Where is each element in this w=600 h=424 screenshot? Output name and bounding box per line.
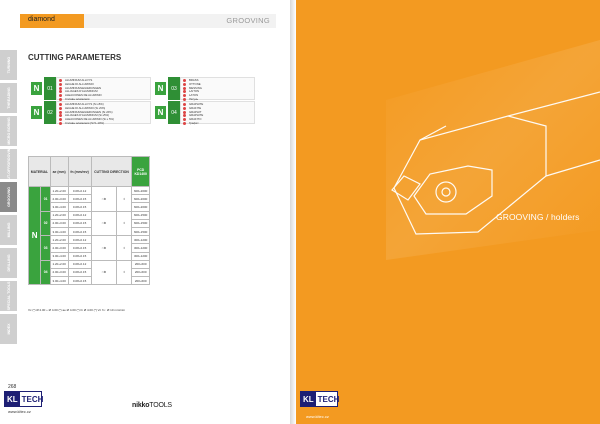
material-row: [155, 77, 255, 100]
col-pcd: PCD KD1400: [132, 157, 150, 187]
gear-icon: ⚙: [103, 270, 107, 275]
table-material-code: 04: [41, 260, 51, 285]
table-cell-ae: 1.20÷2.00: [50, 187, 68, 195]
table-cell-ae: 2.00÷3.00: [50, 244, 68, 252]
table-material-code: 02: [41, 211, 51, 236]
material-box-left: [31, 77, 151, 125]
table-cell-ae: 1.20÷2.00: [50, 236, 68, 244]
table-row: [29, 260, 150, 268]
table-cell-fn: 0.08÷0.15: [68, 268, 91, 276]
material-lines: ALUMINIUM ALLOYS LEGHE DI ALLUMINIO ALUMINIUMLEGIERUNGEN ALLIAGES D'ALUMINIUM ALEACIONES DE ALUMINIO Сплавы алюминия: [56, 77, 151, 100]
side-tab-cut-off[interactable]: CUT-OFF/GROOVING: [0, 149, 17, 179]
table-cell-ae: 1.20÷2.00: [50, 260, 68, 268]
material-row: [31, 77, 151, 100]
col-ae: ae (mm): [50, 157, 68, 187]
material-group-n: N: [31, 82, 42, 95]
table-cell-fn: 0.08÷0.12: [68, 260, 91, 268]
col-direction: CUTTING DIRECTION: [91, 157, 132, 187]
table-cell-fn: 0.08÷0.12: [68, 236, 91, 244]
header-tab: [20, 14, 84, 28]
table-cell-vc: 600÷2000: [132, 203, 150, 211]
table-cell-fn: 0.08÷0.15: [68, 277, 91, 285]
table-cell-vc: 200÷600: [132, 268, 150, 276]
table-cell-fn: 0.08÷0.15: [68, 244, 91, 252]
material-box-right: [155, 77, 255, 125]
table-cell-vc: 600÷2000: [132, 187, 150, 195]
circle-icon: ○: [101, 196, 104, 201]
material-group-n: N: [155, 82, 166, 95]
kltech-logo-right: KL TECH: [300, 391, 338, 407]
material-group-n: N: [31, 106, 42, 119]
footnote: Vc (*) Ø 2.00 ÷ Ø 4.00 (*) ae Ø 4.00 (*) fn Ø 4.00 (*) Vc fn : Ø 10 mm/min: [28, 308, 126, 312]
material-code: 04: [168, 101, 180, 124]
right-page: [296, 0, 600, 424]
col-material: MATERIAL: [29, 157, 51, 187]
circle-icon: ○: [101, 221, 104, 226]
section-title: CUTTING PARAMETERS: [28, 53, 122, 62]
table-cell-ae: 3.00÷4.00: [50, 203, 68, 211]
side-tab-drilling[interactable]: DRILLING: [0, 248, 17, 278]
col-fn: fn (mm/rev): [68, 157, 91, 187]
table-cell-ae: 3.00÷4.00: [50, 227, 68, 235]
material-lines: GRAPHITE GRAFITE GRAPHIT GRAPHITE GRAFITO Графит: [180, 101, 255, 124]
table-material-code: 01: [41, 187, 51, 212]
side-tab-milling[interactable]: MILLING: [0, 215, 17, 245]
side-tab-index[interactable]: INDEX: [0, 314, 17, 344]
circle-icon: ○: [101, 270, 104, 275]
table-cell-vc: 300÷1200: [132, 252, 150, 260]
table-cell-ae: 2.00÷3.00: [50, 195, 68, 203]
table-cell-fn: 0.08÷0.12: [68, 187, 91, 195]
table-cell-fn: 0.08÷0.15: [68, 203, 91, 211]
drop-icon: ◊: [117, 236, 132, 261]
material-lines: BRASS OTTONE MESSING LAITON LATÓN Латунь: [180, 77, 255, 100]
gear-icon: ⚙: [103, 221, 107, 226]
material-code: 02: [44, 101, 56, 124]
table-cell-vc: 600÷2000: [132, 195, 150, 203]
drop-icon: ◊: [117, 187, 132, 212]
table-cell-fn: 0.08÷0.15: [68, 195, 91, 203]
table-cell-fn: 0.08÷0.15: [68, 227, 91, 235]
table-cell-ae: 3.00÷4.00: [50, 277, 68, 285]
side-tabs: [0, 50, 17, 347]
gear-icon: ⚙: [103, 196, 107, 201]
direction-icons: [91, 236, 116, 261]
right-page-label: GROOVING / holders: [496, 212, 580, 222]
side-tab-turning[interactable]: TURNING: [0, 50, 17, 80]
website-link-right[interactable]: www.kltec.cz: [306, 414, 329, 419]
header-tab-label: diamond: [28, 16, 55, 23]
table-cell-vc: 300÷1200: [132, 244, 150, 252]
table-cell-ae: 3.00÷4.00: [50, 252, 68, 260]
table-cell-ae: 2.00÷3.00: [50, 219, 68, 227]
table-cell-ae: 1.20÷2.00: [50, 211, 68, 219]
table-cell-vc: 200÷600: [132, 260, 150, 268]
table-row: [29, 187, 150, 195]
website-link[interactable]: www.kltec.cz: [8, 409, 31, 414]
table-cell-vc: 300÷1200: [132, 236, 150, 244]
material-row: [31, 101, 151, 124]
table-body: [29, 187, 150, 285]
table-cell-fn: 0.08÷0.12: [68, 211, 91, 219]
header-band: [20, 14, 276, 28]
header-title: GROOVING: [226, 16, 270, 25]
table-row: [29, 236, 150, 244]
page-number: 268: [8, 384, 17, 390]
side-tab-grooving[interactable]: GROOVING: [0, 182, 17, 212]
table-cell-vc: 600÷1500: [132, 219, 150, 227]
table-row: [29, 211, 150, 219]
table-group-n: N: [29, 187, 41, 285]
table-cell-fn: 0.08÷0.15: [68, 252, 91, 260]
nikko-tools-logo: nikkoTOOLS: [132, 402, 172, 409]
drop-icon: ◊: [117, 211, 132, 236]
table-cell-vc: 600÷1500: [132, 211, 150, 219]
direction-icons: [91, 260, 116, 285]
side-tab-micro-boring[interactable]: MICRO BORING: [0, 116, 17, 146]
table-material-code: 03: [41, 236, 51, 261]
table-cell-vc: 600÷1500: [132, 227, 150, 235]
circle-icon: ○: [101, 245, 104, 250]
side-tab-special-tools[interactable]: SPECIAL TOOLS: [0, 281, 17, 311]
direction-icons: [91, 211, 116, 236]
material-row: [155, 101, 255, 124]
table-cell-vc: 200÷600: [132, 277, 150, 285]
material-group-n: N: [155, 106, 166, 119]
table-cell-fn: 0.08÷0.15: [68, 219, 91, 227]
left-page: [0, 0, 290, 424]
cutting-parameters-table: [28, 156, 150, 285]
table-cell-ae: 2.00÷3.00: [50, 268, 68, 276]
material-code: 01: [44, 77, 56, 100]
drop-icon: ◊: [117, 260, 132, 285]
side-tab-threading[interactable]: THREADING: [0, 83, 17, 113]
material-lines: ALUMINIUM ALLOYS (Si ≥5%) LEGHE DI ALLUMINIO (Si ≥5%) ALUMINIUMLEGIERUNGEN (Si ≥5%) ALLIAGES D'ALUMINIUM (Si ≥5%) ALEACIONES DE ALUMINIO (Si ≥ 5%) Сплавы алюминия (Si 5–10%): [56, 101, 151, 124]
material-code: 03: [168, 77, 180, 100]
gear-icon: ⚙: [103, 245, 107, 250]
direction-icons: [91, 187, 116, 212]
kltech-logo: KL TECH: [4, 391, 42, 407]
